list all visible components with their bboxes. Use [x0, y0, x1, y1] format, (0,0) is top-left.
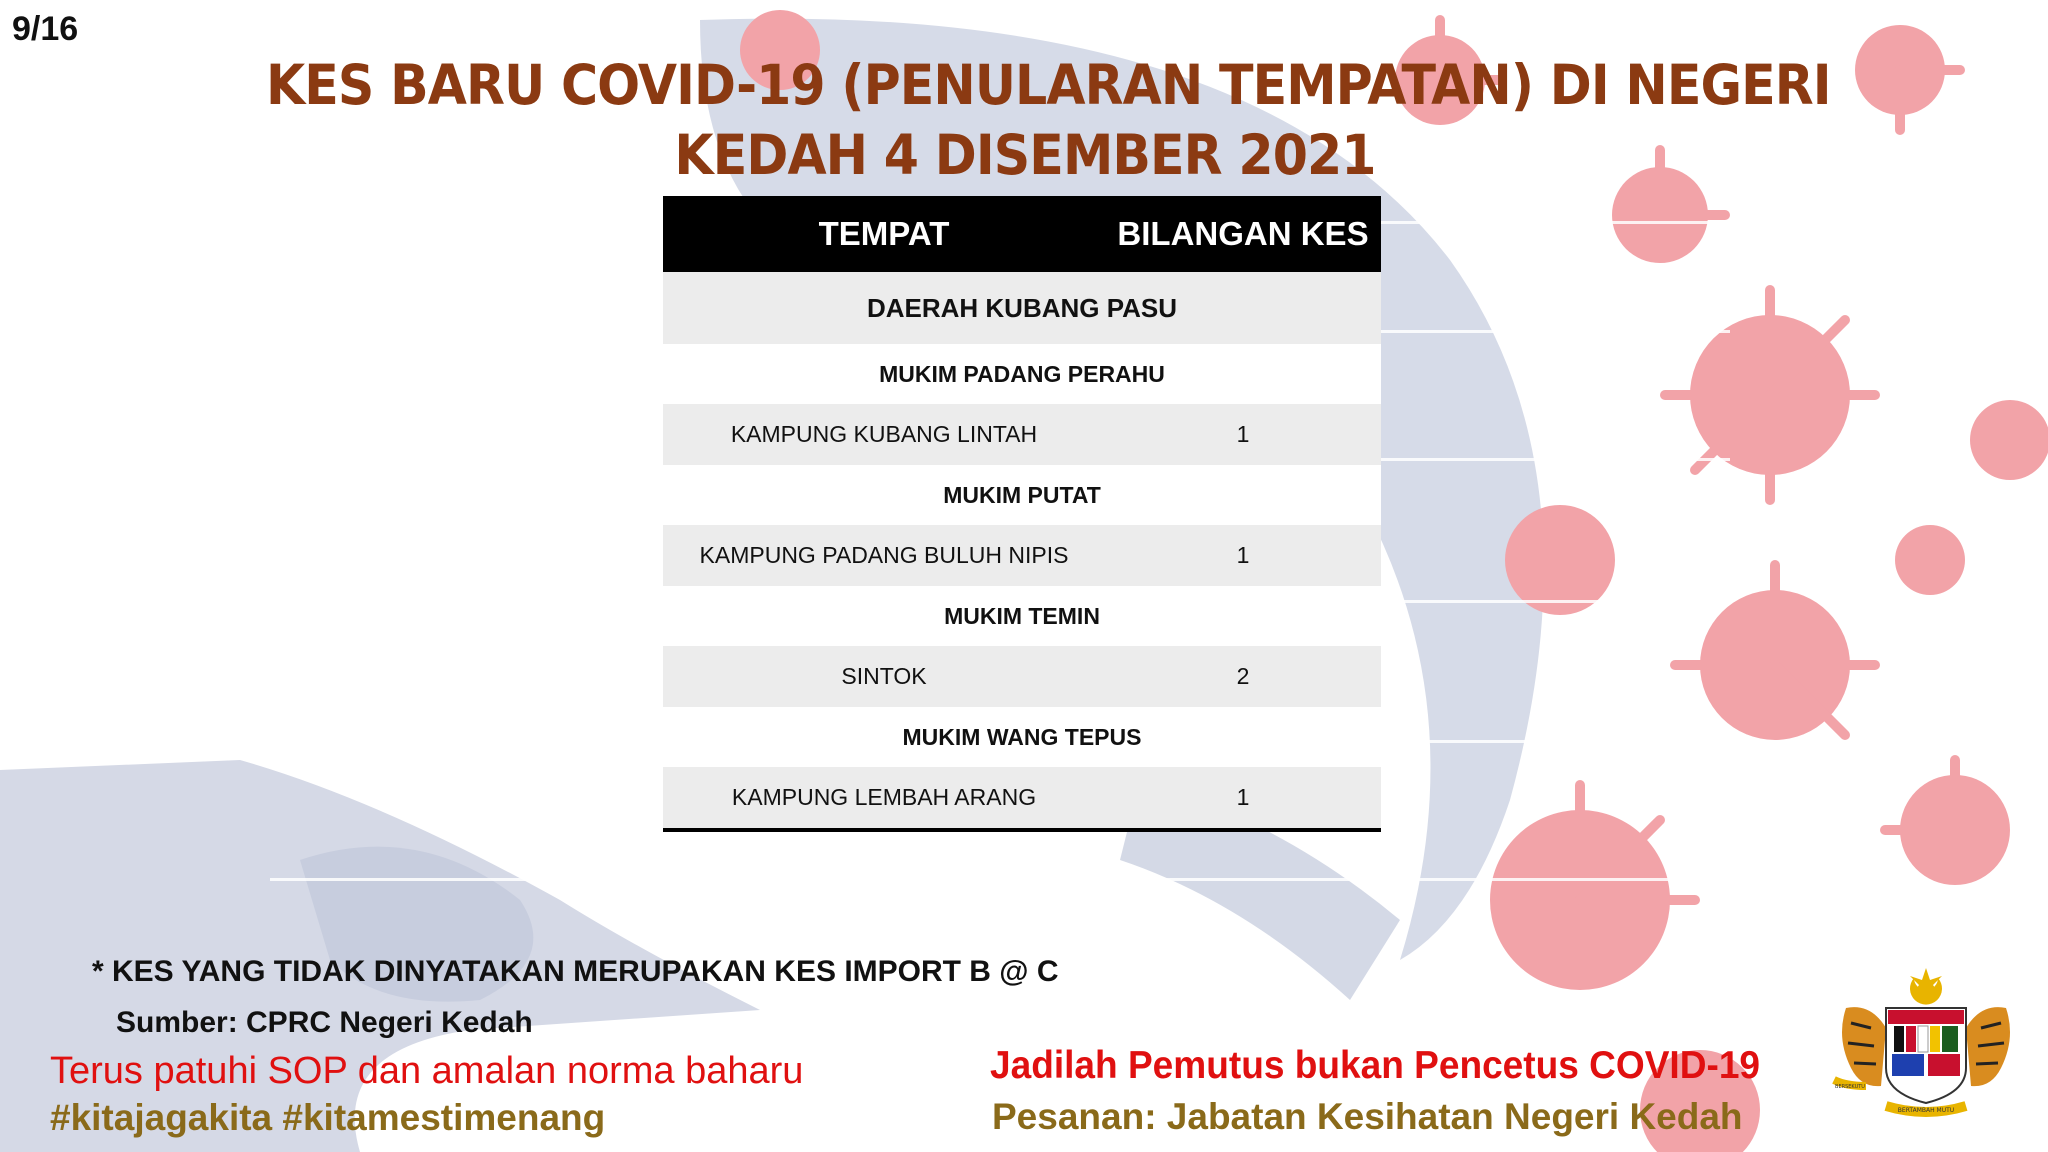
place-cell: SINTOK	[663, 646, 1105, 707]
title-line-1: KES BARU COVID-19 (PENULARAN TEMPATAN) DI NEGERI	[266, 53, 1831, 117]
mukim-row	[663, 465, 1381, 525]
mukim-label: MUKIM TEMIN	[663, 586, 1381, 646]
district-label: DAERAH KUBANG PASU	[663, 272, 1381, 344]
place-cell: KAMPUNG KUBANG LINTAH	[663, 404, 1105, 465]
malaysia-coat-of-arms-icon	[1826, 968, 2026, 1118]
table-row	[663, 767, 1381, 830]
slogan: Jadilah Pemutus bukan Pencetus COVID-19	[990, 1044, 1761, 1087]
place-cell: KAMPUNG LEMBAH ARANG	[663, 767, 1105, 830]
source-credit: Sumber: CPRC Negeri Kedah	[116, 1006, 533, 1039]
case-count-cell: 2	[1105, 646, 1381, 707]
header-place: TEMPAT	[663, 196, 1105, 272]
slide-counter: 9/16	[12, 10, 79, 48]
header-case-count: BILANGAN KES	[1105, 196, 1381, 272]
case-count-cell: 1	[1105, 525, 1381, 586]
svg-text:BERTAMBAH MUTU: BERTAMBAH MUTU	[1897, 1107, 1955, 1114]
mukim-row	[663, 707, 1381, 767]
case-count-cell: 1	[1105, 767, 1381, 830]
mukim-label: MUKIM WANG TEPUS	[663, 707, 1381, 767]
table-row	[663, 525, 1381, 586]
page-title	[266, 50, 1831, 190]
place-cell: KAMPUNG PADANG BULUH NIPIS	[663, 525, 1105, 586]
district-row	[663, 272, 1381, 344]
import-case-note: * KES YANG TIDAK DINYATAKAN MERUPAKAN KES IMPORT B @ C	[92, 955, 1059, 988]
mukim-row	[663, 344, 1381, 404]
svg-text:BERSEKUTU: BERSEKUTU	[1835, 1084, 1865, 1090]
hashtags: #kitajagakita #kitamestimenang	[50, 1097, 606, 1138]
title-line-2: KEDAH 4 DISEMBER 2021	[674, 123, 1376, 187]
message-from-department: Pesanan: Jabatan Kesihatan Negeri Kedah	[992, 1096, 1743, 1137]
mukim-label: MUKIM PADANG PERAHU	[663, 344, 1381, 404]
sop-message: Terus patuhi SOP dan amalan norma baharu	[50, 1050, 804, 1092]
mukim-label: MUKIM PUTAT	[663, 465, 1381, 525]
mukim-row	[663, 586, 1381, 646]
table-row	[663, 404, 1381, 465]
table-row	[663, 646, 1381, 707]
table-header-row	[663, 196, 1381, 272]
case-count-cell: 1	[1105, 404, 1381, 465]
cases-table	[663, 196, 1381, 832]
